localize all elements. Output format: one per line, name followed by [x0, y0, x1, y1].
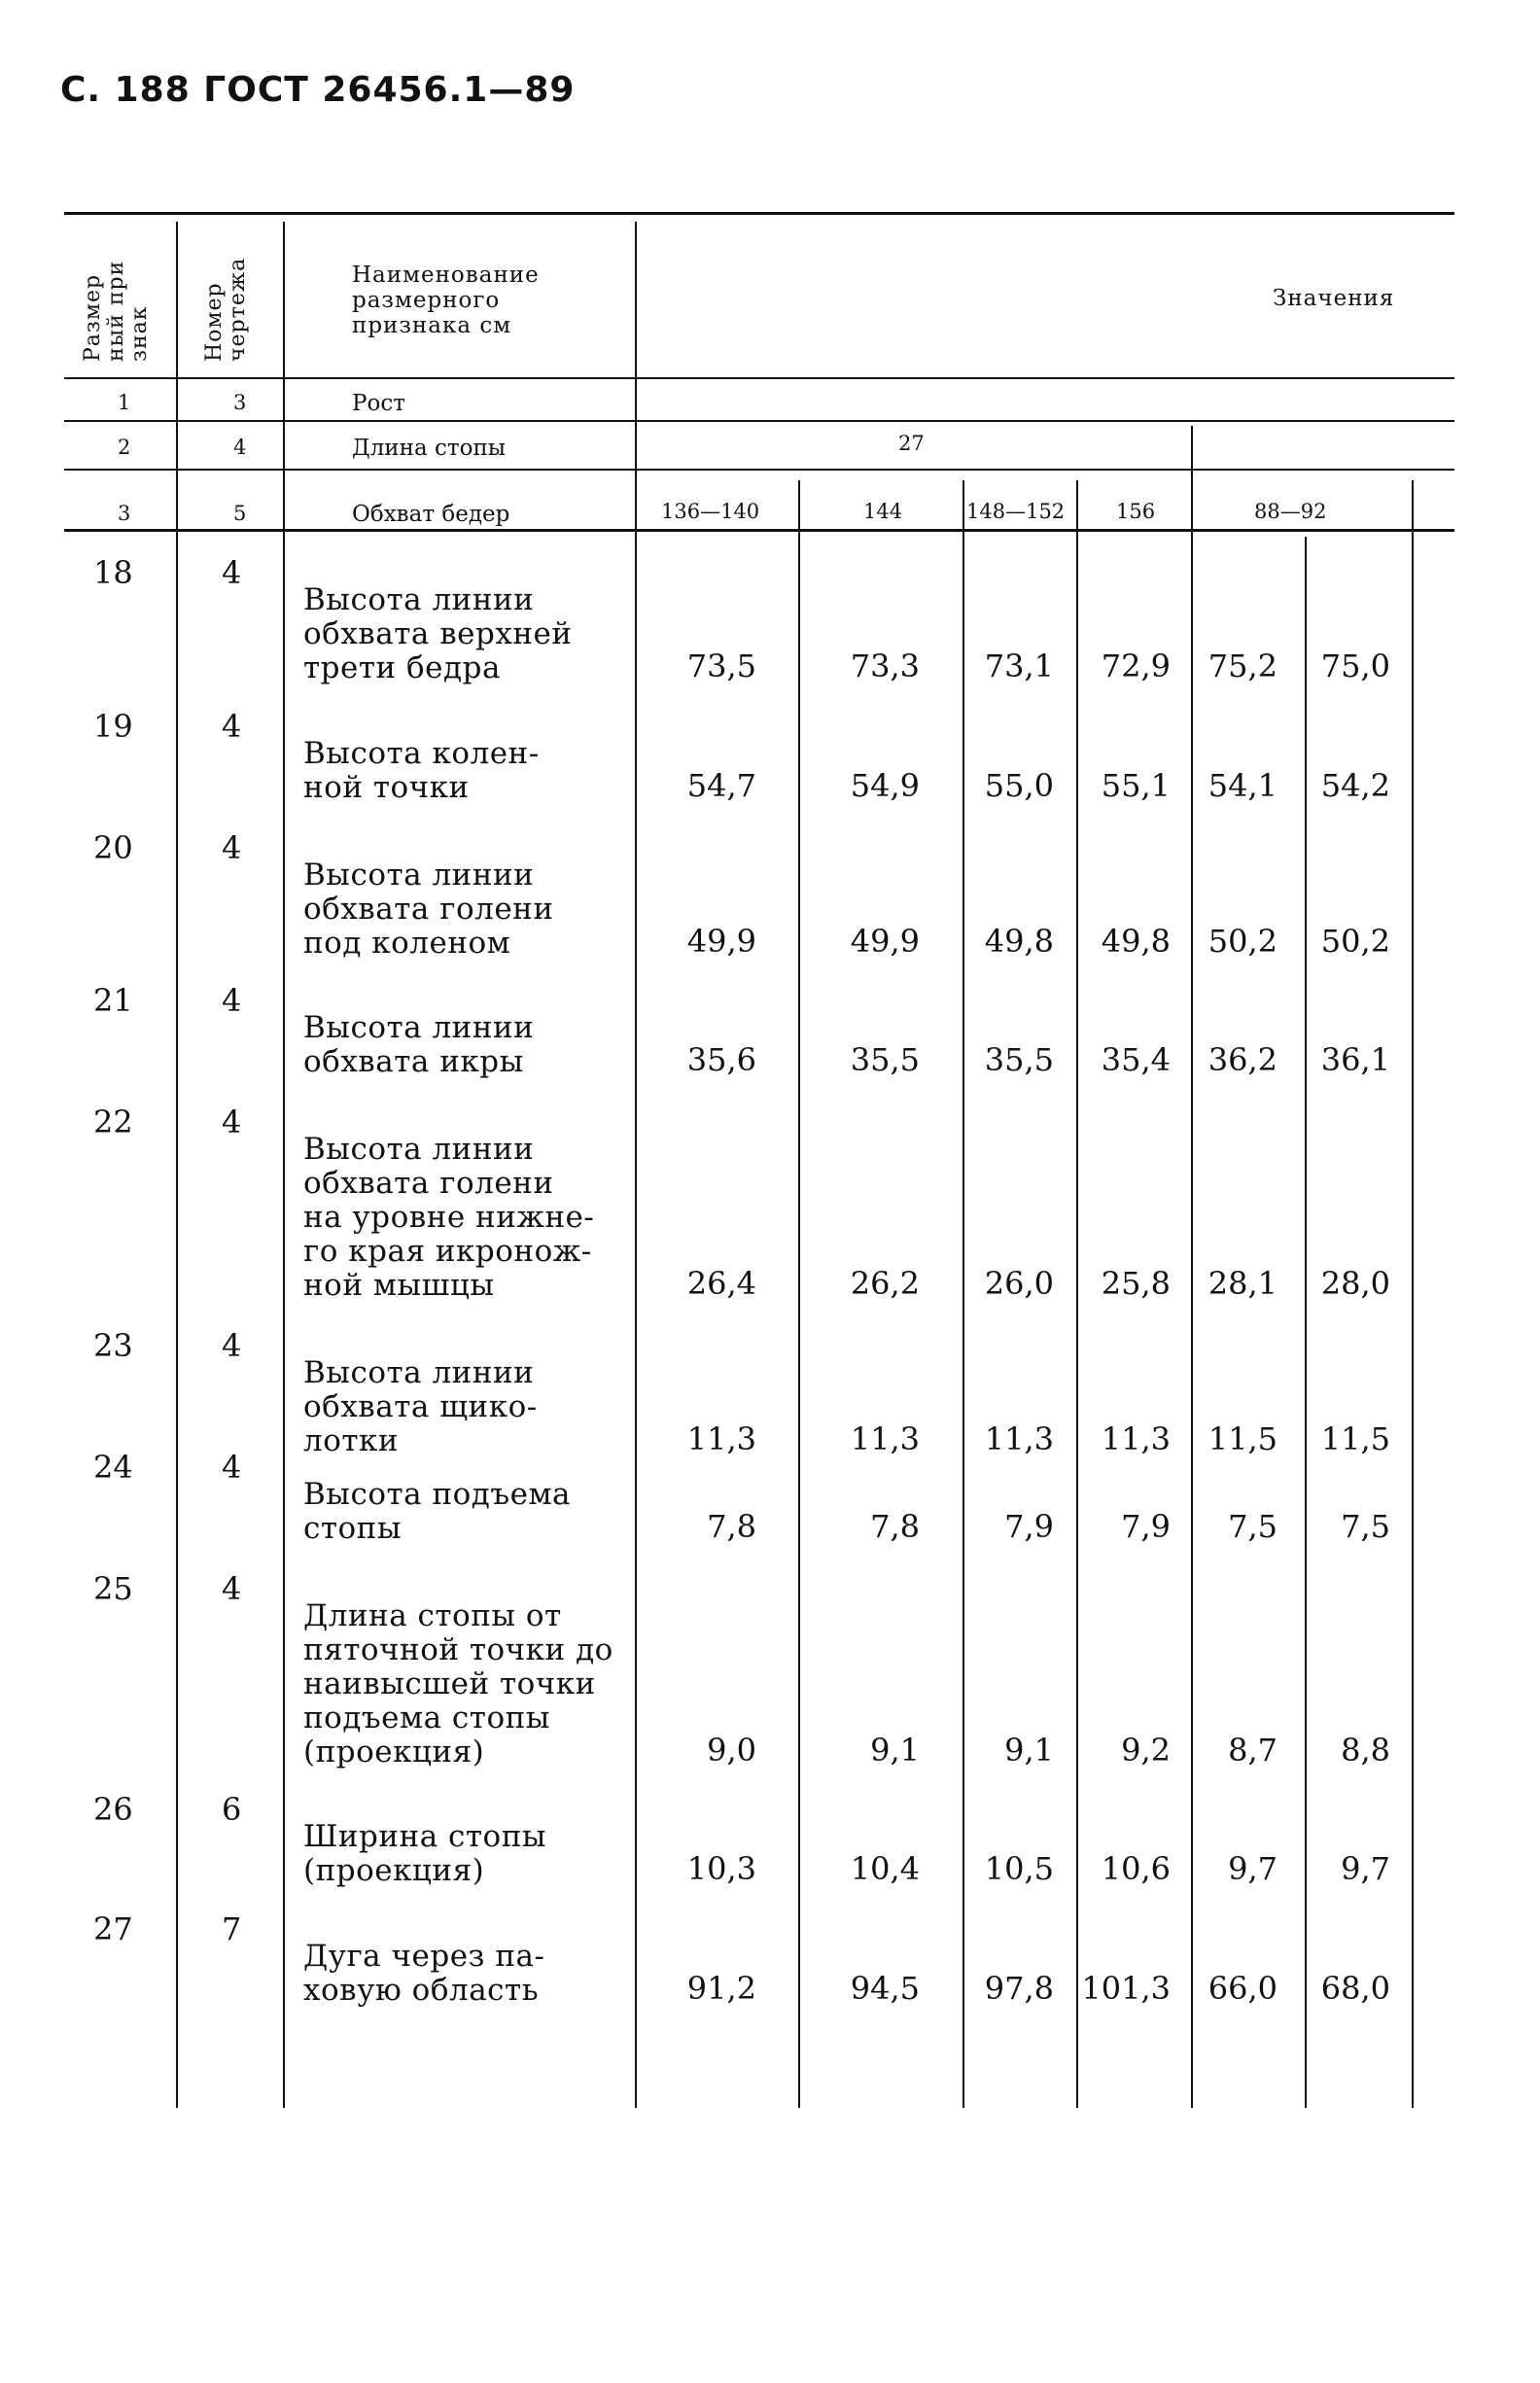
- row-value-cell: 26,0: [984, 1265, 1054, 1302]
- row-feature-number: 21: [93, 982, 133, 1019]
- row-drawing-number: 4: [222, 1327, 242, 1364]
- row-value-cell: 101,3: [1081, 1970, 1171, 2007]
- row-feature-name-line: го края икронож-: [303, 1234, 592, 1269]
- row-value-cell: 9,7: [1228, 1850, 1278, 1887]
- row-drawing-number: 6: [222, 1791, 242, 1828]
- group-label: 156: [1116, 500, 1156, 523]
- row-value-cell: 26,2: [850, 1265, 920, 1302]
- sub-row2-col2: 4: [233, 436, 247, 459]
- group-label: 136—140: [661, 500, 760, 523]
- row-value-cell: 54,1: [1208, 767, 1278, 804]
- row-drawing-number: 7: [222, 1910, 242, 1947]
- row-feature-name-line: обхвата щико-: [303, 1389, 538, 1424]
- row-value-cell: 35,6: [686, 1041, 756, 1078]
- row-feature-name-line: ной мышцы: [303, 1268, 495, 1303]
- row-value-cell: 35,5: [984, 1041, 1054, 1078]
- row-feature-name: [303, 1356, 538, 1458]
- row-feature-name-line: (проекция): [303, 1735, 485, 1770]
- sub-row1-col1: 1: [118, 391, 131, 414]
- row-value-cell: 10,5: [984, 1850, 1054, 1887]
- row-feature-name-line: Высота линии: [303, 582, 535, 617]
- row-value-cell: 35,5: [850, 1041, 920, 1078]
- vline-3: [635, 222, 637, 2108]
- col-header-feature: Размер ный при знак: [81, 260, 152, 362]
- row-feature-name-line: трети бедра: [303, 650, 501, 685]
- sub-row3-name: Обхват бедер: [352, 502, 510, 527]
- vline-1: [176, 222, 178, 2108]
- row-value-cell: 68,0: [1320, 1970, 1390, 2007]
- row-feature-number: 19: [93, 708, 133, 745]
- group-label: 144: [863, 500, 903, 523]
- row-value-cell: 75,0: [1320, 648, 1390, 684]
- row-value-cell: 7,5: [1228, 1508, 1278, 1545]
- rule-row2: [64, 469, 1454, 471]
- row-feature-name-line: Высота линии: [303, 1132, 535, 1167]
- col-header-name: Наименование размерного признака см: [352, 263, 540, 338]
- rule-top: [64, 212, 1454, 215]
- row-value-cell: 94,5: [850, 1970, 920, 2007]
- row-feature-name-line: Высота линии: [303, 1355, 535, 1390]
- data-table: [64, 212, 1454, 2108]
- row-drawing-number: 4: [222, 1570, 242, 1607]
- row-feature-name-line: наивысшей точки: [303, 1666, 596, 1701]
- row-value-cell: 11,5: [1208, 1420, 1278, 1457]
- row-feature-name-line: обхвата верхней: [303, 616, 573, 651]
- row-drawing-number: 4: [222, 829, 242, 866]
- row-feature-name: [303, 1940, 544, 2008]
- row-value-cell: 9,0: [707, 1732, 756, 1769]
- row-feature-name-line: Длина стопы от: [303, 1598, 562, 1633]
- row-value-cell: 50,2: [1320, 923, 1390, 960]
- row-feature-name-line: стопы: [303, 1511, 402, 1546]
- row-feature-name-line: пяточной точки до: [303, 1632, 613, 1667]
- row-value-cell: 35,4: [1101, 1041, 1171, 1078]
- row-feature-name-line: Дуга через па-: [303, 1939, 545, 1974]
- row-value-cell: 7,8: [870, 1508, 920, 1545]
- row-value-cell: 11,3: [984, 1420, 1054, 1457]
- row-feature-name-line: ховую область: [303, 1973, 540, 2008]
- sub-row2-name: Длина стопы: [352, 436, 507, 461]
- row-value-cell: 28,1: [1208, 1265, 1278, 1302]
- row-feature-name: [303, 1599, 613, 1770]
- row-value-cell: 49,9: [686, 923, 756, 960]
- row-feature-name-line: на уровне нижне-: [303, 1200, 595, 1235]
- row-feature-name-line: (проекция): [303, 1853, 485, 1888]
- row-feature-number: 26: [93, 1791, 133, 1828]
- row-value-cell: 91,2: [686, 1970, 756, 2007]
- row-value-cell: 26,4: [686, 1265, 756, 1302]
- row-value-cell: 10,6: [1101, 1850, 1171, 1887]
- row-value-cell: 36,1: [1320, 1041, 1390, 1078]
- row-value-cell: 54,2: [1320, 767, 1390, 804]
- row-feature-number: 23: [93, 1327, 133, 1364]
- row-feature-number: 22: [93, 1104, 133, 1140]
- row-value-cell: 11,3: [850, 1420, 920, 1457]
- row-value-cell: 25,8: [1101, 1265, 1171, 1302]
- rule-row1: [64, 420, 1454, 422]
- sub-row1-name: Рост: [352, 391, 405, 416]
- row-value-cell: 28,0: [1320, 1265, 1390, 1302]
- row-value-cell: 7,9: [1121, 1508, 1171, 1545]
- sub-row2-value: 27: [898, 432, 925, 455]
- row-feature-name-line: Высота линии: [303, 858, 535, 893]
- row-feature-name: [303, 583, 573, 685]
- row-drawing-number: 4: [222, 554, 242, 591]
- row-feature-name-line: Высота подъема: [303, 1477, 572, 1512]
- row-feature-name: [303, 1478, 571, 1546]
- row-feature-number: 27: [93, 1910, 133, 1947]
- row-value-cell: 73,1: [984, 648, 1054, 684]
- rule-row3: [64, 529, 1454, 532]
- row-feature-name-line: Высота колен-: [303, 736, 540, 771]
- row-feature-name: [303, 737, 540, 805]
- page-header: С. 188 ГОСТ 26456.1—89: [60, 70, 576, 110]
- row-feature-name-line: Ширина стопы: [303, 1819, 547, 1854]
- row-feature-number: 25: [93, 1570, 133, 1607]
- sub-row2-col1: 2: [118, 436, 131, 459]
- row-value-cell: 9,2: [1121, 1732, 1171, 1769]
- row-value-cell: 11,3: [686, 1420, 756, 1457]
- row-feature-number: 18: [93, 554, 133, 591]
- row-feature-name: [303, 1133, 594, 1303]
- row-feature-name-line: под коленом: [303, 926, 511, 961]
- group-label: 148—152: [966, 500, 1066, 523]
- row-value-cell: 54,9: [850, 767, 920, 804]
- row-value-cell: 55,0: [984, 767, 1054, 804]
- row-feature-number: 20: [93, 829, 133, 866]
- row-value-cell: 73,5: [686, 648, 756, 684]
- row-drawing-number: 4: [222, 1104, 242, 1140]
- row-drawing-number: 4: [222, 982, 242, 1019]
- row-drawing-number: 4: [222, 708, 242, 745]
- vline-9: [1412, 480, 1414, 2108]
- sub-row3-col2: 5: [233, 502, 247, 525]
- row-value-cell: 11,3: [1101, 1420, 1171, 1457]
- sub-row3-col1: 3: [118, 502, 131, 525]
- col-header-values: Значения: [1273, 286, 1395, 311]
- rule-header-bottom: [64, 377, 1454, 379]
- row-feature-name: [303, 1011, 534, 1079]
- vline-2: [283, 222, 285, 2108]
- col-header-drawing: Номер чертежа: [202, 257, 250, 362]
- row-value-cell: 50,2: [1208, 923, 1278, 960]
- row-feature-name-line: обхвата голени: [303, 1166, 554, 1201]
- row-value-cell: 66,0: [1208, 1970, 1278, 2007]
- row-value-cell: 49,8: [1101, 923, 1171, 960]
- row-value-cell: 9,7: [1341, 1850, 1390, 1887]
- row-drawing-number: 4: [222, 1449, 242, 1486]
- row-feature-name: [303, 1820, 546, 1888]
- row-feature-name-line: подъема стопы: [303, 1700, 550, 1735]
- row-value-cell: 54,7: [686, 767, 756, 804]
- row-feature-name-line: обхвата голени: [303, 892, 554, 927]
- row-value-cell: 49,8: [984, 923, 1054, 960]
- row-value-cell: 9,1: [1004, 1732, 1054, 1769]
- row-feature-name: [303, 859, 554, 961]
- row-feature-number: 24: [93, 1449, 133, 1486]
- row-value-cell: 7,5: [1341, 1508, 1390, 1545]
- row-value-cell: 10,3: [686, 1850, 756, 1887]
- row-feature-name-line: Высота линии: [303, 1010, 535, 1045]
- row-value-cell: 75,2: [1208, 648, 1278, 684]
- row-value-cell: 55,1: [1101, 767, 1171, 804]
- row-value-cell: 72,9: [1101, 648, 1171, 684]
- sub-row1-col2: 3: [233, 391, 247, 414]
- vline-4: [798, 480, 800, 2108]
- row-feature-name-line: лотки: [303, 1423, 400, 1458]
- group-label: 88—92: [1254, 500, 1327, 523]
- row-value-cell: 9,1: [870, 1732, 920, 1769]
- row-feature-name-line: обхвата икры: [303, 1044, 524, 1079]
- row-value-cell: 8,7: [1228, 1732, 1278, 1769]
- row-value-cell: 49,9: [850, 923, 920, 960]
- row-value-cell: 11,5: [1320, 1420, 1390, 1457]
- row-value-cell: 97,8: [984, 1970, 1054, 2007]
- row-value-cell: 73,3: [850, 648, 920, 684]
- row-value-cell: 7,9: [1004, 1508, 1054, 1545]
- row-value-cell: 10,4: [850, 1850, 920, 1887]
- row-feature-name-line: ной точки: [303, 770, 470, 805]
- row-value-cell: 36,2: [1208, 1041, 1278, 1078]
- row-value-cell: 7,8: [707, 1508, 756, 1545]
- row-value-cell: 8,8: [1341, 1732, 1390, 1769]
